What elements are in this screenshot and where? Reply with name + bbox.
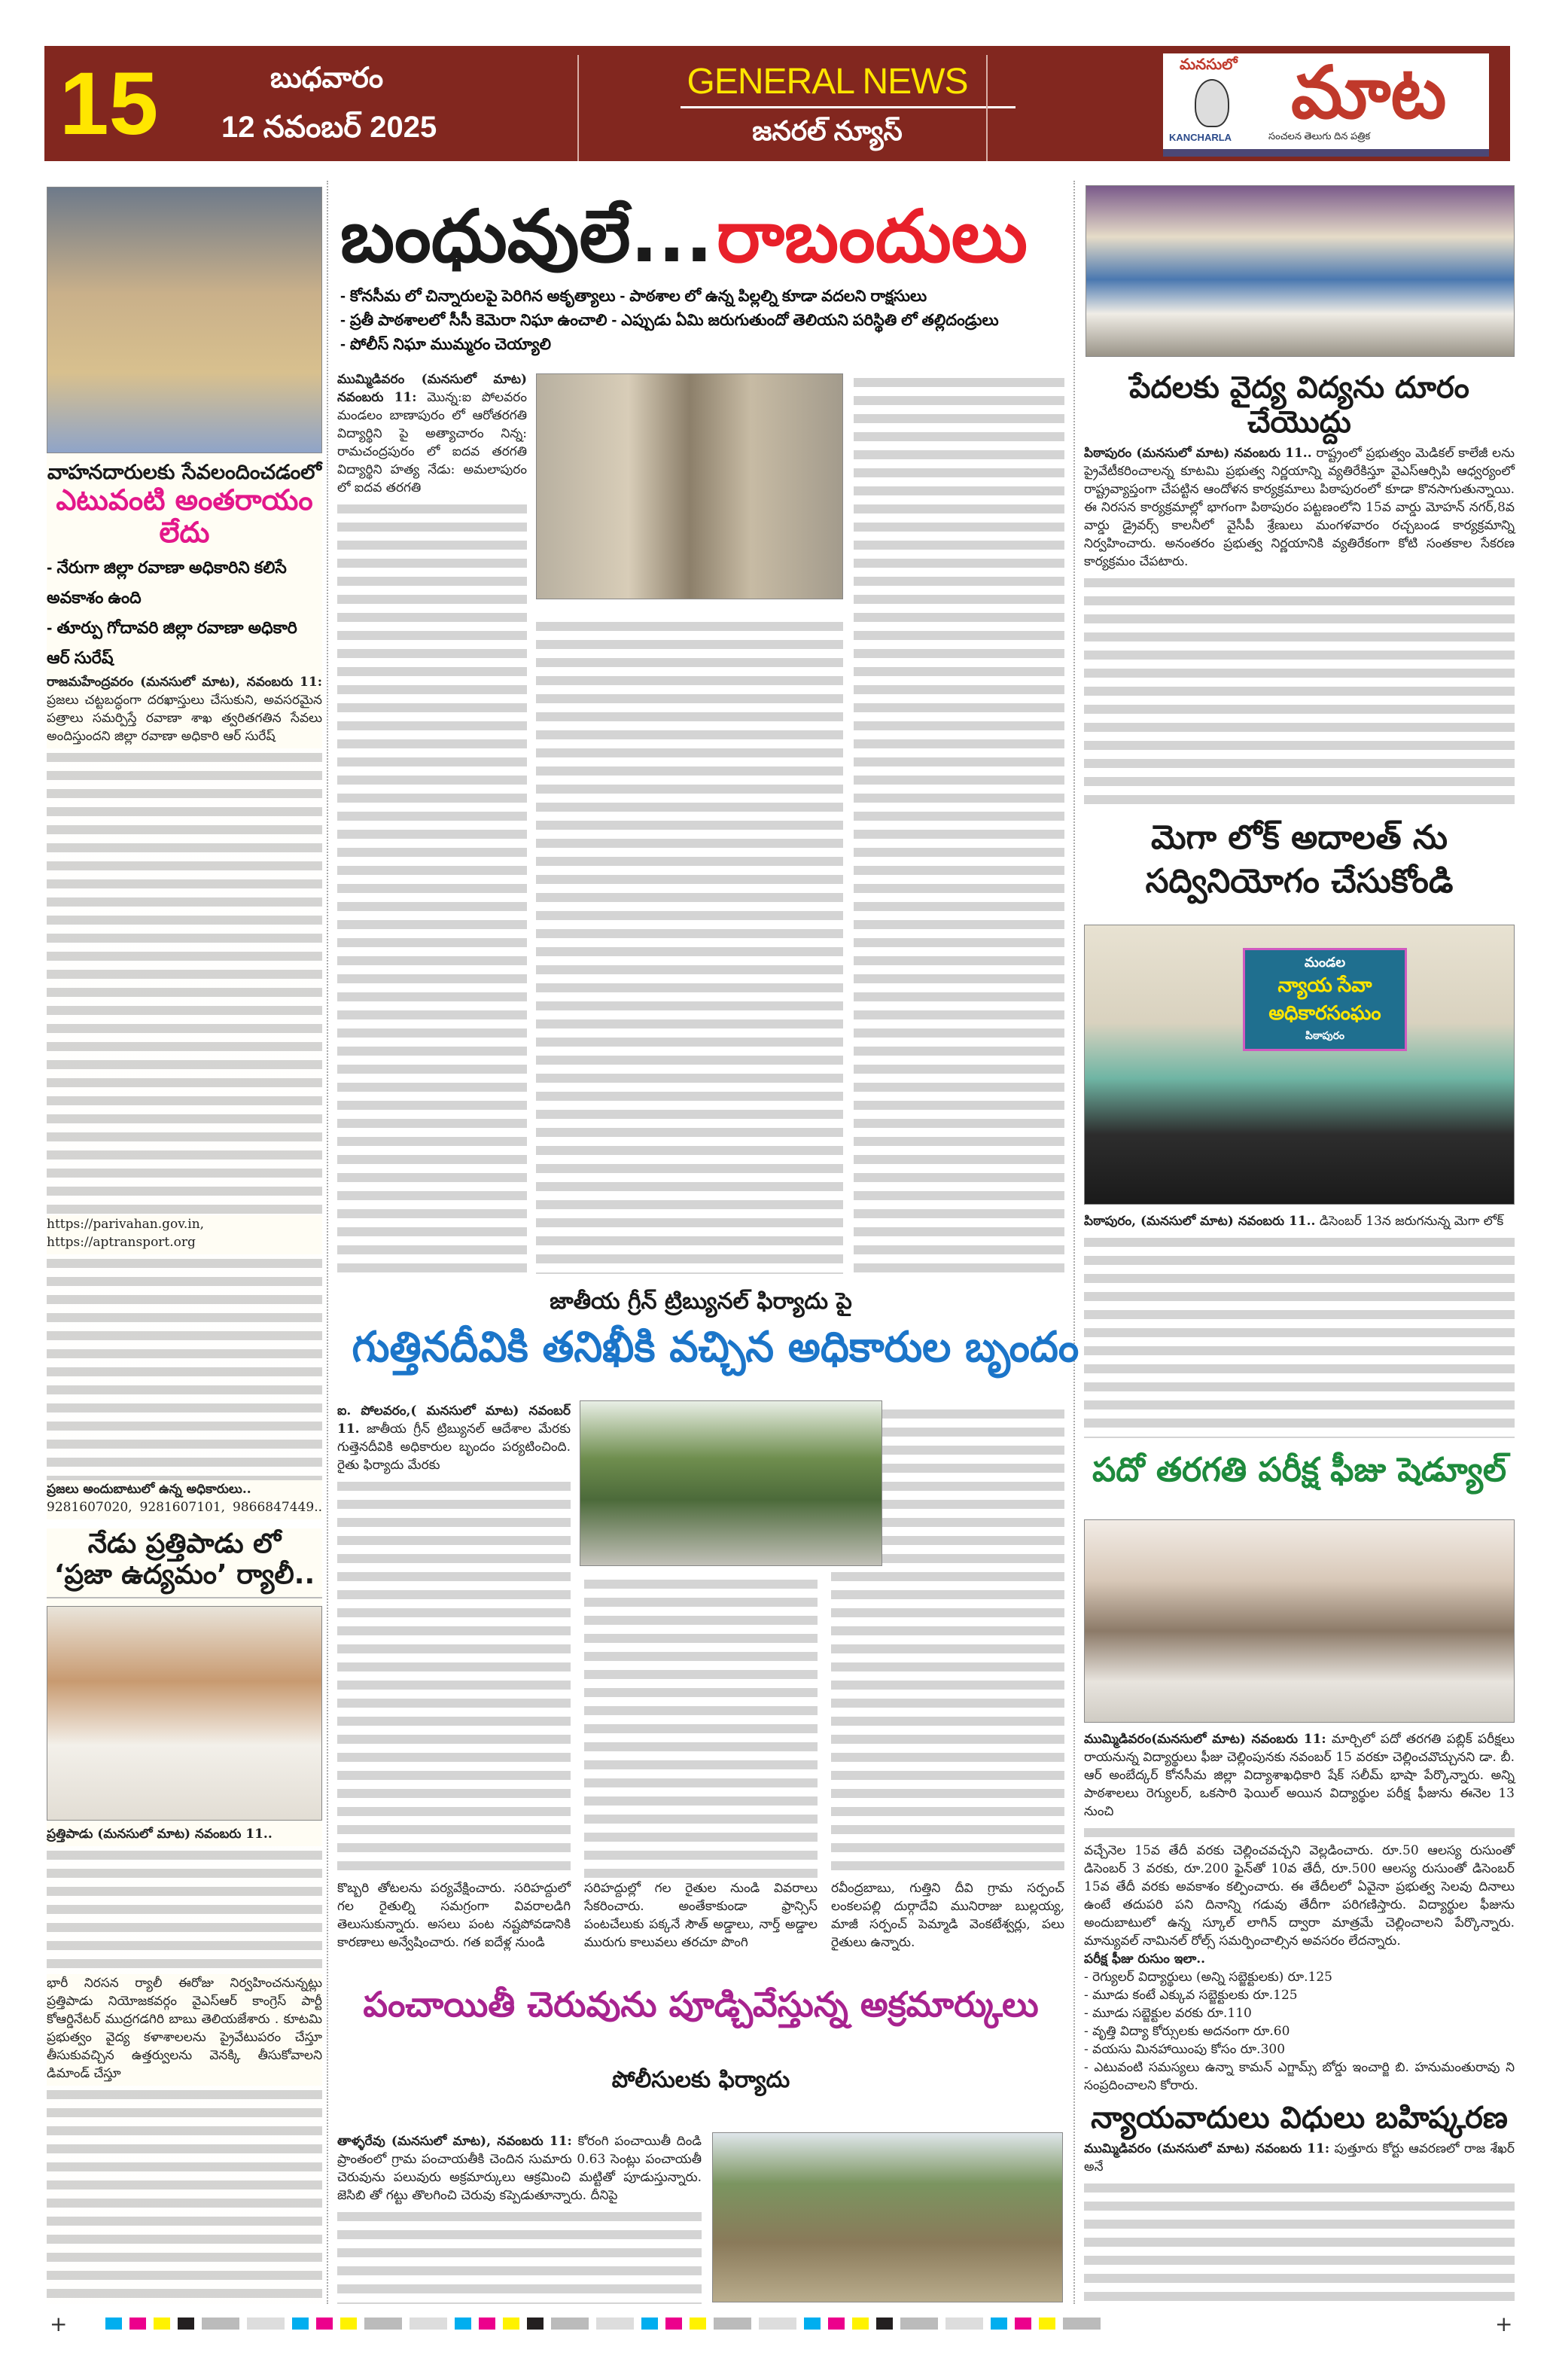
logo-tagline: సంచలన తెలుగు దిన పత్రిక — [1268, 130, 1371, 142]
lead-article-col1 — [337, 370, 527, 1274]
article-text: జాతీయ గ్రీన్ ట్రిబ్యునల్ ఆదేశాల మేరకు గుత్తెనదీవికి అధికారుల బృందం పర్యటించింది. రైతు ఫిర్యాదు మేరకు — [337, 1422, 571, 1473]
headline-red: రాబందులు — [717, 194, 1028, 279]
registration-mark-icon: + — [50, 2311, 68, 2336]
dateline: ప్రత్తిపాడు (మనసులో మాట) నవంబరు 11.. — [47, 1826, 273, 1842]
article-medical — [1084, 370, 1515, 807]
story-kicker: జాతీయ గ్రీన్ ట్రిబ్యునల్ ఫిర్యాదు పై — [550, 1288, 852, 1315]
fee-item: - వృత్తి విద్యా కోర్సులకు అదనంగా రూ.60 — [1084, 2024, 1290, 2039]
story-headline: ఎటువంటి అంతరాయం లేదు — [56, 483, 313, 550]
phone-number: 9281607020, — [47, 1500, 132, 1515]
bullet: - నేరుగా జిల్లా రవాణా అధికారిని కలిసే అవకాశం ఉంది — [47, 558, 287, 607]
story-headline: పేదలకు వైద్య విద్యను దూరం చేయొద్దు — [1129, 370, 1469, 440]
article-text: వచ్చేనెల 15వ తేదీ వరకు చెల్లించవచ్చని వెల్లడించారు. రూ.50 ఆలస్య రుసుంతో డిసెంబర్ 3 వరకు, రూ.200 ఫైన్‌తో 10వ తేదీ, రూ.500 ఆలస్య రుసుంతో డిసెంబర్ 15వ తేదీ వరకు అవకాశం కల్పించారు. ఈ తేదీలలో ఏవైనా ప్రభుత్వ సెలవు దినాలు ఉంటే తదుపరి పని దినాన్ని గడువు తేదీగా పరిగణిస్తారు. విద్యార్థుల ఫీజును అందుబాటులో ఉన్న స్కూల్ లాగిన్ ద్వారా మాత్రమే చెల్లించాలని పేర్కొన్నారు. మాన్యువల్ నామినల్ రోల్స్ సమర్పించాల్సిన అవసరం లేదన్నారు. — [1084, 1843, 1515, 1949]
article-text: సరిహద్దుల్లో గల రైతుల నుండి వివరాలు సేకరించారు. అంతేకాకుండా ఫ్రాన్సిస్ పంటచేలుకు పక్కనే సౌత్ అడ్డాలు, నార్త్ అడ్డాల మురుగు కాలువలు తరచూ పొంగి — [584, 1881, 818, 1950]
section-title-en: GENERAL NEWS — [687, 62, 968, 102]
dateline: ఐ. పోలవరం,( మనసులో మాట) నవంబర్ 11. — [337, 1403, 571, 1437]
article-text: డిసెంబర్ 13న జరుగనున్న మెగా లోక్ — [1319, 1214, 1504, 1229]
article-transport — [47, 187, 322, 1519]
lead-headline — [340, 194, 1063, 279]
bullet: - తూర్పు గోదావరి జిల్లా రవాణా అధికారి ఆర్ సురేష్ — [47, 618, 297, 667]
page-number: 15 — [59, 54, 159, 154]
story-headline-line1: నేడు ప్రత్తిపాడు లో — [87, 1528, 282, 1559]
article-text: మొన్న:ఐ పోలవరం మండలం బాణాపురం లో ఆరోతరగతి విద్యార్థిని పై అత్యాచారం నిన్న: రామచంద్రపురం లో ఐదవ తరగతి విద్యార్థిని హత్య నేడు: అమలాపురం లో ఐదవ తరగతి — [337, 390, 527, 495]
leader-photo — [47, 1606, 322, 1821]
story-headline: పంచాయితీ చెరువును పూడ్చివేస్తున్న అక్రమార్కులు — [363, 1984, 1039, 2025]
story-subhead: పోలీసులకు ఫిర్యాదు — [611, 2067, 790, 2093]
dateline: పిఠాపురం (మనసులో మాట) నవంబరు 11.. — [1084, 446, 1312, 461]
bullet: - కోనసీమ లో చిన్నారులపై పెరిగిన అకృత్యాలు - పాఠశాల లో ఉన్న పిల్లల్ని కూడా వదలని రాక్షసులు — [340, 288, 927, 305]
newspaper-logo — [1163, 53, 1489, 157]
website-link[interactable]: https://aptransport.org — [47, 1235, 196, 1250]
article-text: రాష్ట్రంలో ప్రభుత్వం మెడికల్ కాలేజీ లను ప్రైవేటీకరించాలన్న కూటమి ప్రభుత్వ నిర్ణయాన్ని వ్యతిరేకిస్తూ వైఎస్ఆర్సిపి ఆధ్వర్యంలో రాష్ట్రవ్యాప్తంగా చేపట్టిన ఆందోళన కార్యక్రమాలు పిఠాపురంలో కూడా కొనసాగుతున్నాయి. ఈ నిరసన కార్యక్రమాల్లో భాగంగా పిఠాపురం పట్టణంలోని 15వ వార్డు మోహన్ నగర్,8వ వార్డు డ్రైవర్స్ కాలనీలో వైసీపీ శ్రేణులు మంగళవారం రచ్చబండ కార్యక్రమాన్ని నిర్వహించారు. అనంతరం ప్రభుత్వ నిర్ణయానికి వ్యతిరేకంగా కోటి సంతకాల సేకరణ కార్యక్రమం చేపటారు. — [1084, 446, 1515, 569]
article-text: పుత్తూరు కోర్టు ఆవరణలో రాజ శేఖర్ అనే — [1084, 2141, 1515, 2174]
police-press-meet-photo — [536, 373, 843, 599]
dateline: ముమ్మిడివరం (మనసులో మాట) నవంబరు 11: — [1084, 2141, 1330, 2156]
color-calibration-bar — [105, 2318, 1101, 2330]
registration-mark-icon: + — [1495, 2311, 1513, 2336]
article-text: మార్చిలో పదో తరగతి పబ్లిక్ పరీక్షలు రాయనున్న విద్యార్థులు ఫీజు చెల్లింపునకు నవంబర్ 15 వరకూ చెల్లించవొచ్చునని డా. బీ. ఆర్ అంబేద్కర్ కోనసీమ జిల్లా విద్యాశాఖధికారి షేక్ సలీమ్ భాషా పేర్కొన్నారు. అన్ని పాఠశాలలు రెగ్యులర్, ఒకసారి ఫెయిల్ అయిన విద్యార్థుల పరీక్ష ఫీజును ఈనెల 13 నుంచి — [1084, 1732, 1515, 1819]
bullet: - ప్రతీ పాఠశాలలో సీసీ కెమెరా నిఘా ఉంచాలి - ఎప్పుడు ఏమి జరుగుతుందో తెలియని పరిస్థితి లో తల్లిదండ్రులు — [340, 312, 999, 329]
fee-item: - ఎటువంటి సమస్యలు ఉన్నా కామన్ ఎగ్జామ్స్ బోర్డు ఇంచార్జి బి. హనుమంతురావు ని సంప్రదించాలని కోరారు. — [1084, 2060, 1515, 2093]
article-text: భారీ నిరసన ర్యాలీ ఈరోజు నిర్వహించనున్నట్లు ప్రత్తిపాడు నియోజకవర్గం వైఎస్ఆర్ కాంగ్రెస్ పార్టీ కోఆర్డినేటర్ ముద్రగడగిరి బాబు తెలియజేశారు . కూటమి ప్రభుత్వం వైద్య కళాశాలలను ప్రైవేటుపరం చేస్తూ తీసుకువచ్చిన ఉత్తర్వులను వెనక్కి తీసుకోవాలని డిమాండ్ చేస్తూ — [47, 1975, 322, 2081]
logo-main-text: మాట — [1291, 53, 1447, 133]
fee-item: - వయసు మినహాయింపు కోసం రూ.300 — [1084, 2042, 1286, 2057]
pond-excavator-photo — [712, 2132, 1063, 2302]
article-exam-fee — [1084, 1730, 1515, 2092]
story-headline-line2: ‘ప్రజా ఉద్యమం’ ర్యాలీ.. — [47, 1559, 322, 1598]
headline-black: బంధువులే... — [340, 194, 713, 279]
dateline: రాజమహేంద్రవరం (మనసులో మాట), నవంబరు 11: — [47, 675, 322, 690]
subhead: ప్రజలు అందుబాటులో ఉన్న అధికారులు.. — [47, 1482, 251, 1497]
weekday: బుధవారం — [270, 62, 384, 94]
logo-brand: KANCHARLA — [1169, 132, 1232, 143]
article-text: రవీంద్రబాబు, గుత్తిని దీవి గ్రామ సర్పంచ్ లంకలపల్లి దుర్గాదేవి మునిరాజు బుల్లయ్య, మాజీ సర్పంచ్ పెమ్మాడి వెంకటేశ్వర్లు, పలు రైతులు ఉన్నారు. — [831, 1881, 1064, 1950]
phone-number: 9866847449.. — [233, 1500, 322, 1515]
story-headline: న్యాయవాదులు విధులు బహిష్కరణ — [1091, 2101, 1508, 2135]
article-text: ప్రజలు చట్టబద్ధంగా దరఖాస్తులు చేసుకుని, అవసరమైన పత్రాలు సమర్పిస్తే రవాణా శాఖ త్వరితగతిన సేవలు అందిస్తుందని జిల్లా రవాణా అధికారి ఆర్ సురేష్ — [47, 693, 322, 744]
lead-article-col2 — [536, 614, 843, 1274]
fee-item: - మూడు సబ్జెక్టుల వరకు రూ.110 — [1084, 2006, 1252, 2021]
fee-table-title: పరీక్ష ఫీజు రుసుం ఇలా.. — [1084, 1952, 1206, 1967]
masthead-band — [44, 46, 1510, 161]
story-headline-line1: మెగా లోక్ అదాలత్ ను — [1151, 818, 1448, 857]
officer-photo — [47, 187, 322, 453]
fee-item: - రెగ్యులర్ విద్యార్థులు (అన్ని సబ్జెక్టులకు) రూ.125 — [1084, 1970, 1332, 1985]
article-lokadalat — [1084, 1212, 1515, 1438]
lead-article-col3 — [854, 370, 1064, 1274]
article-lawyers — [1084, 2101, 1515, 2304]
dateline: తాళ్ళరేవు (మనసులో మాట), నవంబరు 11: — [337, 2134, 572, 2149]
ysrcp-protest-photo — [1086, 185, 1515, 357]
website-link[interactable]: https://parivahan.gov.in, — [47, 1217, 205, 1232]
phone-number: 9281607101, — [139, 1500, 226, 1515]
felicitation-photo — [1084, 1519, 1515, 1723]
photo-banner: మండల న్యాయ సేవా అధికారసంఘం పిఠాపురం — [1243, 948, 1407, 1051]
article-text: కోరంగి పంచాయితీ దిండి ప్రాంతంలో గ్రామ పంచాయతీకి చెందిన సుమారు 0.63 సెంట్లు పంచాయతీ చెరువును పలువురు అక్రమార్కులు ఆక్రమించి మట్టితో పూడుస్తున్నారు. జెసిబి తో గట్టు తొలగించి చెరువు కప్పెడుతూన్నారు. దీనిపై — [337, 2134, 702, 2203]
bullet: - పోలీస్ నిఘా ముమ్మరం చెయ్యాలి — [340, 336, 551, 353]
article-text: కొబ్బరి తోటలను పర్యవేక్షించారు. సరిహద్దులో గల రైతుల్ని సమగ్రంగా వివరాలడిగి తెలుసుకున్నారు. అసలు పంట నష్టపోవడానికి కారణాలు అన్వేషించారు. గత ఐదేళ్ల నుండి — [337, 1881, 571, 1950]
story-headline: పదో తరగతి పరీక్ష ఫీజు షెడ్యూల్ — [1092, 1451, 1507, 1489]
story-headline-line2: సద్వినియోగం చేసుకోండి — [1145, 862, 1454, 900]
dateline: పిఠాపురం, (మనసులో మాట) నవంబరు 11.. — [1084, 1214, 1316, 1229]
dateline: ముమ్మిడివరం (మనసులో మాట) నవంబరు 11: — [337, 372, 527, 405]
pond-article-body — [337, 2132, 702, 2304]
story-kicker: వాహనదారులకు సేవలందించడంలో — [47, 460, 322, 484]
dateline: ముమ్మిడివరం(మనసులో మాట) నవంబరు 11: — [1084, 1732, 1326, 1747]
founder-portrait-icon — [1195, 79, 1229, 127]
legal-services-meeting-photo — [1084, 925, 1515, 1205]
logo-small-text: మనసులో — [1180, 56, 1238, 73]
section-title-te: జనరల్ న్యూస్ — [752, 115, 903, 146]
article-rally — [47, 1528, 322, 2304]
story-headline-wrap — [337, 1323, 1079, 1372]
officials-field-visit-photo — [580, 1400, 882, 1566]
issue-date: 12 నవంబర్ 2025 — [221, 111, 437, 144]
fee-item: - మూడు కంటే ఎక్కువ సబ్జెక్టులకు రూ.125 — [1084, 1988, 1298, 2003]
story-headline: గుత్తినదీవికి తనిఖీకి వచ్చిన అధికారుల బృందం — [352, 1323, 1079, 1372]
